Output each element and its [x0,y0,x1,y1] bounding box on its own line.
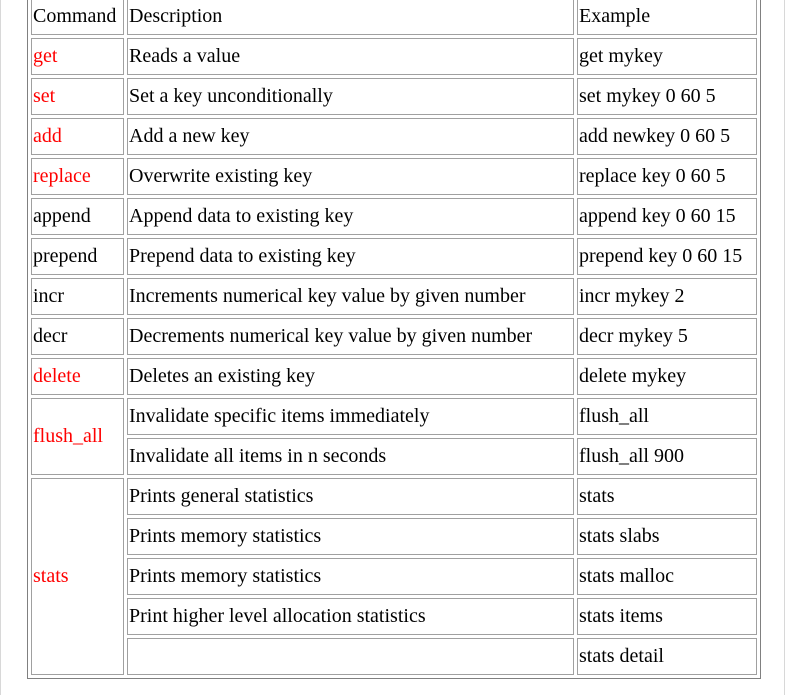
description-cell: Deletes an existing key [127,358,574,395]
description-cell: Invalidate all items in n seconds [127,438,574,475]
table-row [31,38,757,75]
command-cell: flush_all [31,398,124,475]
table-row [31,358,757,395]
example-cell: incr mykey 2 [577,278,757,315]
command-cell: decr [31,318,124,355]
table-row [31,318,757,355]
table-header-row [31,0,757,35]
table-row [31,78,757,115]
page-edge-left [0,0,1,695]
table-row [31,438,757,475]
example-cell: stats slabs [577,518,757,555]
header-example: Example [577,0,757,35]
table-row [31,478,757,515]
example-cell: get mykey [577,38,757,75]
example-cell: append key 0 60 15 [577,198,757,235]
example-cell: set mykey 0 60 5 [577,78,757,115]
description-cell: Invalidate specific items immediately [127,398,574,435]
description-cell: Add a new key [127,118,574,155]
example-cell: prepend key 0 60 15 [577,238,757,275]
description-cell: Print higher level allocation statistics [127,598,574,635]
table-row [31,558,757,595]
example-cell: flush_all 900 [577,438,757,475]
description-cell: Overwrite existing key [127,158,574,195]
description-cell: Prints memory statistics [127,518,574,555]
example-cell: delete mykey [577,358,757,395]
table-row [31,158,757,195]
header-description: Description [127,0,574,35]
header-command: Command [31,0,124,35]
table-container [27,0,761,679]
example-cell: stats [577,478,757,515]
description-cell: Prints general statistics [127,478,574,515]
description-cell: Reads a value [127,38,574,75]
example-cell: replace key 0 60 5 [577,158,757,195]
table-row [31,118,757,155]
description-cell: Prepend data to existing key [127,238,574,275]
command-cell: delete [31,358,124,395]
example-cell: decr mykey 5 [577,318,757,355]
example-cell: stats malloc [577,558,757,595]
description-cell: Increments numerical key value by given number [127,278,574,315]
example-cell: stats items [577,598,757,635]
command-cell: incr [31,278,124,315]
table-row [31,518,757,555]
description-cell: Prints memory statistics [127,558,574,595]
table-row [31,398,757,435]
command-cell: add [31,118,124,155]
command-cell: replace [31,158,124,195]
table-row [31,238,757,275]
table-row [31,278,757,315]
table-row [31,638,757,675]
description-cell: Decrements numerical key value by given number [127,318,574,355]
command-cell: get [31,38,124,75]
description-cell: Append data to existing key [127,198,574,235]
example-cell: flush_all [577,398,757,435]
example-cell: add newkey 0 60 5 [577,118,757,155]
commands-table [27,0,761,679]
description-cell: Set a key unconditionally [127,78,574,115]
command-cell: prepend [31,238,124,275]
table-row [31,198,757,235]
command-cell: append [31,198,124,235]
description-cell [127,638,574,675]
command-cell: set [31,78,124,115]
example-cell: stats detail [577,638,757,675]
table-row [31,598,757,635]
command-cell: stats [31,478,124,675]
page-edge-right [784,0,785,695]
